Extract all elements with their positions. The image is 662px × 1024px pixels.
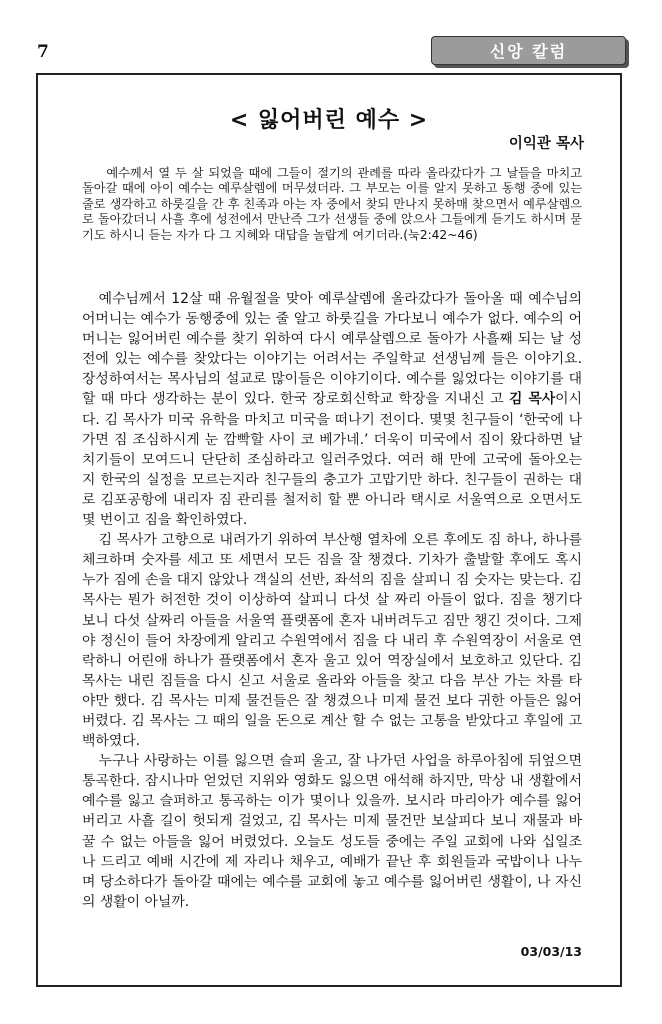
article-author: 이익관 목사 — [508, 136, 584, 152]
body-paragraph-2: 김 목사가 고향으로 내려가기 위하여 부산행 열차에 오른 후에도 짐 하나, 하나를 체크하며 숫자를 세고 또 세면서 모든 짐을 잘 챙겼다. 기차가 출발할 후에도 혹시 누가 짐에 손을 대지 않았나 객실의 선반, 좌석의 짐을 살피니 짐 숫자는 맞는다. 김 목사는 뭔가 허전한 것이 이상하여 살피니 다섯 살 짜리 아들이 없다. 짐을 챙기다 보니 다섯 살짜리 아들을 서울역 플랫폼에 혼자 내버려두고 짐만 챙긴 것이다. 그제야 정신이 들어 차장에게 알리고 수원역에서 짐을 다 내리 후 수원역장이 서울로 연락하니 어린애 하나가 플랫폼에서 혼자 울고 있어 역장실에서 보호하고 있단다. 김 목사는 내린 짐들을 다시 싣고 서울로 올라와 아들을 찾고 다음 부산 가는 차를 타야만 했다. 김 목사는 미제 물건들은 잘 챙겼으나 미제 물건 보다 귀한 아들은 잃어버렸다. 김 목사는 그 때의 일을 돈으로 계산 할 수 없는 고통을 받았다고 후일에 고백하였다. — [82, 532, 582, 750]
scripture-quote: 예수께서 열 두 살 되었을 때에 그들이 절기의 관례를 따라 올라갔다가 그 날들을 마치고 돌아갈 때에 아이 예수는 예루살렘에 머무셨더라. 그 부모는 이를 알지 못하고 동행 중에 있는 줄로 생각하고 하룻길을 간 후 친족과 아는 자 중에서 찾되 만나지 못하매 찾으면서 예루살렘으로 돌아갔더니 사흘 후에 성전에서 만난즉 그가 선생들 중에 앉으사 그들에게 듣기도 하시며 묻기도 하시니 듣는 자가 다 그 지혜와 대답을 놀랍게 여기더라.(눅2:42~46) — [82, 166, 582, 242]
body-paragraph-3: 누구나 사랑하는 이를 잃으면 슬피 울고, 잘 나가던 사업을 하루아침에 뒤엎으면 통곡한다. 잠시나마 얻었던 지위와 영화도 잃으면 애석해 하지만, 막상 내 생활에서 예수를 잃고 슬퍼하고 통곡하는 이가 몇이나 있을까. 보시라 마리아가 예수를 잃어버리고 사흘 길이 헛되게 걸었고, 김 목사는 미제 물건만 보살피다 보니 재물과 바꿀 수 없는 아들을 잃어 버렸었다. 오늘도 성도들 중에는 주일 교회에 나와 십일조나 드리고 예배 시간에 제 자리나 채우고, 예배가 끝난 후 회원들과 국밥이나 나누며 당소하다가 돌아갈 때에는 예수를 교회에 놓고 예수를 잃어버린 생활이, 나 자신의 생활이 아닐까. — [82, 753, 582, 910]
article-body — [82, 289, 582, 912]
paragraph-1-text-a: 예수님께서 12살 때 유월절을 맞아 예루살렘에 올라갔다가 돌아올 때 예수님의 어머니는 예수가 동행중에 있는 줄 알고 하룻길을 가다보니 예수가 없다. 예수의 어머니는 잃어버린 예수를 찾기 위하여 다시 예루살렘으로 돌아가 사흘째 되는 날 성전에 있는 예수를 찾았다는 이야기는 어려서는 주일학교 선생님께 들은 이야기요. 장성하여서는 목사님의 설교로 많이들은 이야기이다. 예수를 잃었다는 이야기를 대할 때 마다 생각하는 분이 있다. 한국 장로회신학교 학장을 지내신 고 — [82, 291, 582, 408]
article-frame — [36, 73, 622, 987]
pastor-name: 김 목사 — [509, 391, 556, 408]
section-tab: 신앙 칼럼 — [431, 36, 626, 65]
paragraph-1-text-b: 이시다. 김 목사가 미국 유학을 마치고 미국을 떠나기 전이다. 몇몇 친구들이 ‘한국에 나가면 짐 조심하시게 눈 깜빡할 사이 코 베가네.’ 더욱이 미국에서 짐이 왔다하면 날치기들이 모여드니 단단히 조심하라고 일러주었다. 여러 해 만에 고국에 돌아오는지 한국의 실정을 모르는지라 친구들의 충고가 고맙기만 하다. 친구들이 권하는 대로 김포공항에 내리자 짐 관리를 철저히 할 뿐 아니라 택시로 서울역으로 오면서도 몇 번이고 짐을 확인하였다. — [82, 391, 582, 529]
page-number: 7 — [37, 42, 49, 62]
body-paragraph-1 — [82, 289, 582, 530]
article-title: < 잃어버린 예수 > — [229, 108, 429, 133]
article-date: 03/03/13 — [520, 944, 582, 959]
